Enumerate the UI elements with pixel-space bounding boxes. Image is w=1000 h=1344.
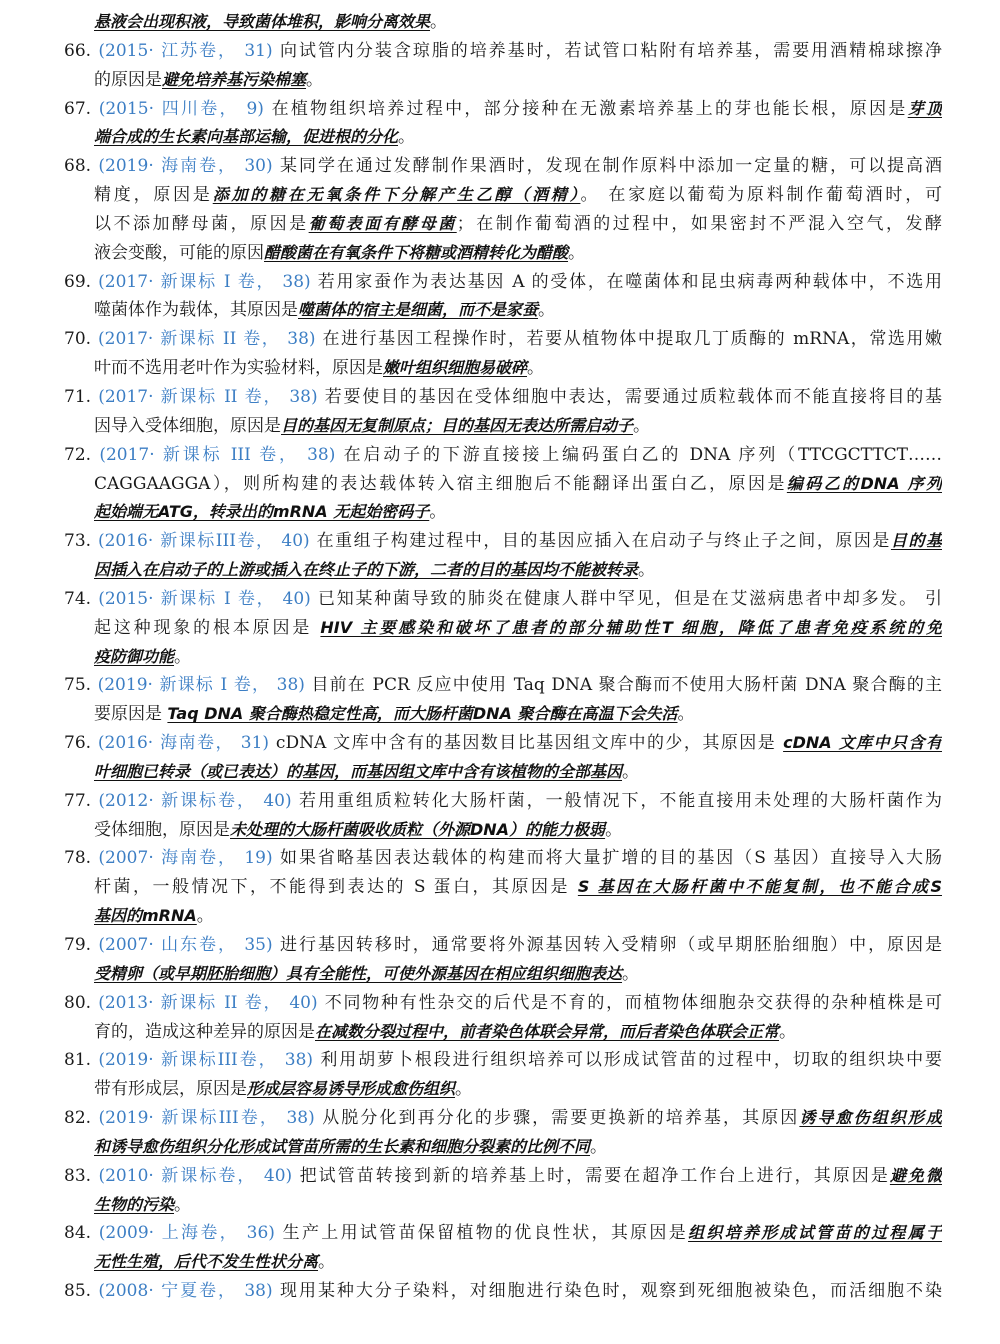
text-line: [94, 758, 942, 787]
source-citation: (2013· 新课标 II 卷， 40): [98, 992, 318, 1013]
text-line: [64, 37, 942, 66]
question-text: 从脱分化到再分化的步骤，需要更换新的培养基，其原因: [314, 1108, 800, 1129]
source-citation: (2019· 新课标III卷， 38): [98, 1050, 314, 1071]
question-text: 的原因是: [94, 69, 162, 90]
answer-text: 因插入在启动子的上游或插入在终止子的下游，二者的目的基因均不能被转录: [94, 560, 639, 580]
answer-text: 目的基: [890, 531, 942, 551]
text-line: [64, 844, 942, 873]
source-citation: (2015· 江苏卷， 31): [98, 40, 273, 61]
question-text: 噬菌体作为载体，其原因是: [94, 300, 298, 321]
source-citation: (2016· 新课标III卷， 40): [97, 531, 310, 552]
text-line: [64, 729, 942, 758]
answer-text: S 基因在大肠杆菌中不能复制，也不能合成S: [577, 877, 942, 897]
question-text: 现用某种大分子染料，对细胞进行染色时，观察到死细胞被染色，而活细胞不染: [272, 1281, 942, 1302]
answer-text: 形成层容易诱导形成愈伤组织: [247, 1079, 456, 1099]
source-citation: (2012· 新课标卷， 40): [98, 790, 292, 811]
text-line: [94, 210, 942, 239]
question-text: 。: [318, 1252, 336, 1273]
source-citation: (2015· 四川卷， 9): [98, 98, 264, 119]
text-line: [64, 989, 942, 1018]
text-line: [94, 498, 942, 527]
question-text: 在重组子构建过程中，目的基因应插入在启动子与终止子之间，原因是: [309, 531, 891, 552]
question-text: 把试管苗转接到新的培养基上时，需要在超净工作台上进行，其原因是: [292, 1165, 890, 1186]
question-text: 进行基因转移时，通常要将外源基因转入受精卵（或早期胚胎细胞）中，原因是: [272, 935, 942, 955]
source-citation: (2007· 海南卷， 19): [98, 848, 273, 869]
question-text: 利用胡萝卜根段进行组织培养可以形成试管苗的过程中，切取的组织块中要: [313, 1050, 942, 1071]
text-line: [64, 527, 942, 556]
text-line: [64, 1046, 942, 1075]
text-line: [94, 239, 942, 268]
text-line: [94, 66, 942, 95]
question-text: 。: [538, 300, 556, 321]
question-text: 目前在 PCR 反应中使用 Taq DNA 聚合酶而不使用大肠杆菌 DNA 聚合酶的主: [304, 675, 942, 696]
question-text: 带有形成层，原因是: [94, 1079, 247, 1100]
answer-text: 醋酸菌在有氧条件下将糖或酒精转化为醋酸: [264, 242, 569, 262]
text-line: [94, 960, 942, 989]
answer-text: 葡萄表面有酵母菌: [308, 213, 457, 233]
text-line: [64, 1104, 942, 1133]
question-number: 70.: [64, 329, 98, 350]
text-line: [94, 700, 942, 729]
question-text: 。: [568, 242, 586, 263]
question-text: 叶而不选用老叶作为实验材料，原因是: [94, 358, 383, 379]
question-text: 若用重组质粒转化大肠杆菌，一般情况下，不能直接用未处理的大肠杆菌作为: [291, 790, 942, 811]
answer-text: 疫防御功能: [94, 646, 175, 666]
question-text: 在进行基因工程操作时，若要从植物体中提取几丁质酶的 mRNA，常选用嫩: [315, 329, 942, 350]
answer-text: 噬菌体的宿主是细菌，而不是家蚕: [298, 300, 539, 320]
source-citation: (2017· 新课标 II 卷， 38): [98, 386, 318, 407]
answer-text: 诱导愈伤组织形成: [799, 1108, 942, 1128]
text-line: [94, 816, 942, 845]
text-line: [64, 1162, 942, 1191]
question-text: 。: [638, 560, 656, 581]
source-citation: (2015· 新课标 I 卷， 40): [98, 588, 311, 609]
question-number: 79.: [64, 935, 99, 955]
text-line: [64, 1219, 942, 1248]
text-line: [64, 152, 942, 181]
question-text: 以不添加酵母菌，原因是: [94, 213, 309, 234]
text-line: [94, 354, 942, 383]
answer-text: 编码乙的DNA 序列: [786, 473, 942, 493]
question-text: 。 在家庭以葡萄为原料制作葡萄酒时，可: [580, 185, 942, 206]
source-citation: (2017· 新课标 III 卷， 38): [99, 444, 336, 465]
text-line: [94, 643, 942, 672]
text-line: [64, 325, 942, 354]
question-text: cDNA 文库中含有的基因数目比基因组文库中的少，其原因是: [269, 733, 784, 754]
question-number: 73.: [64, 531, 98, 552]
text-line: [94, 296, 942, 325]
question-text: 要原因是: [94, 704, 168, 725]
question-number: 76.: [64, 733, 98, 754]
question-text: 育的，造成这种差异的原因是: [94, 1021, 315, 1042]
answer-text: 添加的糖在无氧条件下分解产生乙醇（酒精）: [212, 185, 581, 205]
source-citation: (2019· 海南卷， 30): [98, 156, 273, 177]
question-text: 。: [633, 415, 651, 436]
text-line: [64, 671, 942, 700]
question-text: 。: [174, 1194, 192, 1215]
question-text: 向试管内分装含琼脂的培养基时，若试管口粘附有培养基，需要用酒精棉球擦净: [272, 40, 942, 61]
text-line: [94, 1075, 942, 1104]
question-number: 67.: [64, 98, 99, 119]
question-number: 83.: [64, 1165, 99, 1186]
text-line: [94, 1191, 942, 1220]
source-citation: (2010· 新课标卷， 40): [98, 1165, 293, 1186]
question-text: 。: [429, 502, 447, 523]
source-citation: (2017· 新课标 II 卷， 38): [98, 329, 316, 350]
question-text: 杆菌，一般情况下，不能得到表达的 S 蛋白，其原因是: [94, 877, 578, 898]
text-line: [94, 902, 942, 931]
question-text: 。: [174, 646, 192, 667]
answer-text: 基因的mRNA: [94, 906, 197, 926]
question-number: 81.: [64, 1050, 99, 1071]
question-text: 。: [430, 12, 448, 32]
question-text: 在植物组织培养过程中，部分接种在无激素培养基上的芽也能长根，原因是: [263, 98, 908, 119]
text-line: [94, 470, 942, 499]
source-citation: (2007· 山东卷， 35): [98, 935, 273, 955]
question-text: 在启动子的下游直接接上编码蛋白乙的 DNA 序列（TTCGCTTCT……: [335, 444, 942, 465]
question-text: 。: [590, 1136, 608, 1157]
source-citation: (2019· 新课标III卷， 38): [98, 1108, 315, 1129]
source-citation: (2008· 宁夏卷， 38): [98, 1281, 273, 1302]
question-text: 受体细胞，原因是: [94, 819, 230, 840]
question-text: 。: [622, 761, 640, 782]
answer-text: 组织培养形成试管苗的过程属于: [688, 1223, 942, 1243]
question-text: 若用家蚕作为表达基因 A 的受体，在噬菌体和昆虫病毒两种载体中，不选用: [310, 271, 942, 292]
question-text: ；在制作葡萄酒的过程中，如果密封不严混入空气，发酵: [456, 213, 942, 234]
answer-text: 未处理的大肠杆菌吸收质粒（外源DNA）的能力极弱: [230, 819, 606, 839]
text-line: [94, 8, 942, 37]
text-line: [64, 268, 942, 297]
source-citation: (2019· 新课标 I 卷， 38): [97, 675, 305, 696]
question-text: 。: [527, 358, 545, 379]
answer-text: 悬液会出现积液，导致菌体堆积，影响分离效果: [94, 12, 431, 31]
text-line: [64, 383, 942, 412]
question-text: CAGGAAGGA），则所构建的表达载体转入宿主细胞后不能翻译出蛋白乙，原因是: [94, 473, 787, 494]
text-line: [94, 556, 942, 585]
text-line: [64, 1277, 942, 1306]
question-text: 因导入受体细胞，原因是: [94, 415, 281, 436]
question-number: 66.: [64, 40, 99, 61]
answer-text: 芽顶: [907, 98, 942, 118]
question-text: 若要使目的基因在受体细胞中表达，需要通过质粒载体而不能直接将目的基: [317, 386, 942, 407]
question-text: 。: [779, 1021, 797, 1042]
text-line: [94, 123, 942, 152]
question-number: 72.: [64, 444, 100, 465]
text-line: [64, 931, 942, 960]
question-text: 。: [306, 69, 324, 90]
text-line: [94, 1248, 942, 1277]
answer-text: 起始端无ATG，转录出的mRNA 无起始密码子: [94, 502, 430, 522]
question-number: 80.: [64, 992, 99, 1013]
answer-text: cDNA 文库中只含有: [783, 733, 942, 753]
question-text: 不同物种有性杂交的后代是不育的，而植物体细胞杂交获得的杂种植株是可: [317, 992, 942, 1013]
answer-text: Taq DNA 聚合酶热稳定性高，而大肠杆菌DNA 聚合酶在高温下会失活: [167, 704, 678, 724]
answer-text: 和诱导愈伤组织分化形成试管苗所需的生长素和细胞分裂素的比例不同: [94, 1136, 591, 1156]
question-number: 71.: [64, 386, 99, 407]
answer-text: 受精卵（或早期胚胎细胞）具有全能性，可使外源基因在相应组织细胞表达: [94, 963, 623, 983]
question-number: 77.: [64, 790, 99, 811]
answer-text: 叶细胞已转录（或已表达）的基因，而基因组文库中含有该植物的全部基因: [94, 761, 623, 781]
source-citation: (2016· 海南卷， 31): [97, 733, 270, 754]
question-number: 69.: [64, 271, 99, 292]
text-line: [94, 614, 942, 643]
question-number: 85.: [64, 1281, 99, 1302]
question-text: 某同学在通过发酵制作果酒时，发现在制作原料中添加一定量的糖，可以提高酒: [272, 156, 942, 177]
question-text: 。: [196, 906, 214, 927]
answer-text: 端合成的生长素向基部运输，促进根的分化: [94, 127, 399, 147]
question-text: 如果省略基因表达载体的构建而将大量扩增的目的基因（S 基因）直接导入大肠: [272, 848, 942, 869]
text-line: [64, 787, 942, 816]
question-number: 84.: [64, 1223, 99, 1244]
question-number: 68.: [64, 156, 99, 177]
question-number: 74.: [64, 588, 99, 609]
source-citation: (2009· 上海卷， 36): [98, 1223, 275, 1244]
question-text: 精度，原因是: [94, 185, 213, 206]
text-line: [94, 412, 942, 441]
answer-text: 生物的污染: [94, 1194, 175, 1214]
question-number: 82.: [64, 1108, 99, 1129]
answer-text: 嫩叶组织细胞易破碎: [383, 358, 528, 378]
text-line: [94, 1018, 942, 1047]
source-citation: (2017· 新课标 I 卷， 38): [98, 271, 311, 292]
question-text: 。: [622, 963, 640, 984]
answer-text: 无性生殖，后代不发生性状分离: [94, 1252, 319, 1272]
question-text: 液会变酸，可能的原因: [94, 242, 264, 263]
answer-text: HIV 主要感染和破坏了患者的部分辅助性T 细胞，降低了患者免疫系统的免: [320, 617, 942, 637]
answer-text: 避免培养基污染棉塞: [162, 69, 307, 89]
text-line: [64, 95, 942, 124]
question-text: 。: [677, 704, 695, 725]
question-number: 78.: [64, 848, 99, 869]
question-text: 。: [605, 819, 623, 840]
text-line: [94, 873, 942, 902]
text-line: [64, 441, 942, 470]
question-text: 。: [398, 127, 416, 148]
text-line: [94, 1133, 942, 1162]
text-line: [64, 585, 942, 614]
question-number: 75.: [64, 675, 98, 696]
question-text: 生产上用试管苗保留植物的优良性状，其原因是: [274, 1223, 689, 1244]
answer-text: 在减数分裂过程中，前者染色体联会异常，而后者染色体联会正常: [315, 1021, 780, 1041]
answer-text: 避免微: [889, 1165, 942, 1185]
answer-text: 目的基因无复制原点；目的基因无表达所需启动子: [281, 415, 634, 435]
question-text: 。: [455, 1079, 473, 1100]
question-text: 起这种现象的根本原因是: [94, 617, 321, 638]
text-line: [94, 181, 942, 210]
question-text: 已知某种菌导致的肺炎在健康人群中罕见，但是在艾滋病患者中却多发。 引: [310, 588, 942, 609]
